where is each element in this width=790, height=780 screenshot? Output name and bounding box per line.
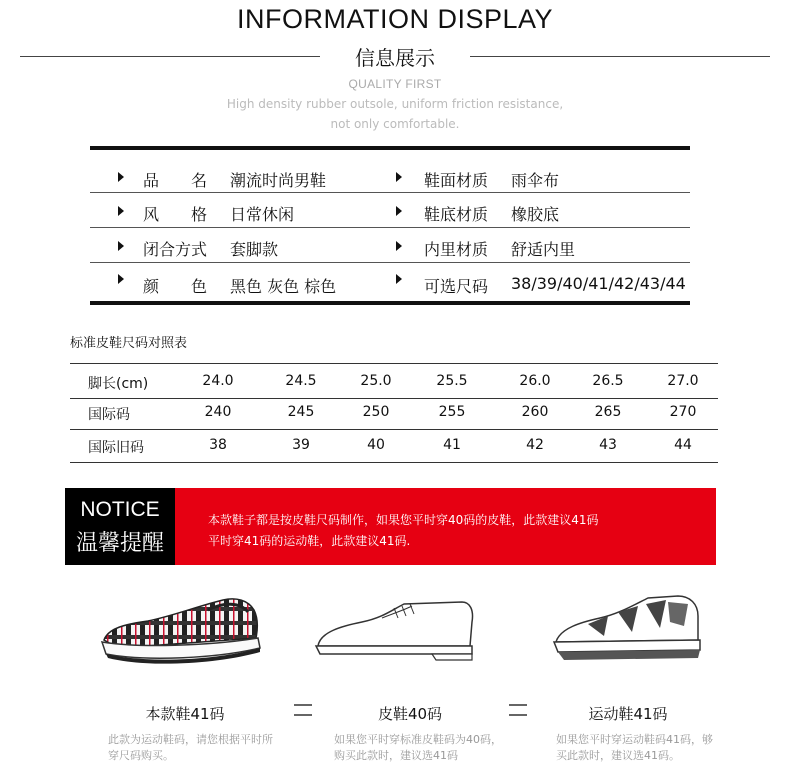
- comparison-desc-leather: [334, 732, 502, 764]
- sneaker-icon: [548, 592, 708, 666]
- spec-value: 潮流时尚男鞋: [230, 171, 327, 190]
- size-cell: 39: [292, 437, 310, 453]
- spec-label: 颜 色: [143, 277, 208, 296]
- spec-value: 黑色 灰色 棕色: [230, 277, 337, 296]
- size-cell: 24.0: [202, 373, 234, 389]
- size-cell: 27.0: [667, 373, 699, 389]
- equals-icon: [509, 704, 527, 718]
- casual-shoe-icon: [98, 588, 278, 668]
- size-cell: 38: [209, 437, 227, 453]
- spec-row: [90, 194, 690, 228]
- notice-line-1: 本款鞋子都是按皮鞋尺码制作，如果您平时穿40码的皮鞋，此款建议41码: [208, 513, 599, 527]
- comparison-desc-sneaker: [556, 732, 713, 764]
- desc-line: 如果您平时穿标准皮鞋码为40码，: [334, 733, 502, 746]
- description-line-1: High density rubber outsole, uniform friction resistance,: [226, 97, 564, 111]
- size-cell: 25.0: [360, 373, 392, 389]
- desc-line: 穿尺码购买。: [108, 749, 174, 762]
- notice-badge: [65, 488, 175, 565]
- spec-value: 舒适内里: [511, 240, 576, 259]
- spec-label: 内里材质: [424, 240, 489, 259]
- comparison-label-sneaker: 运动鞋41码: [588, 705, 668, 723]
- size-table-line: [70, 429, 718, 430]
- size-table-row: [70, 437, 718, 457]
- size-cell: 42: [526, 437, 544, 453]
- spec-value: 日常休闲: [230, 205, 295, 224]
- desc-line: 如果您平时穿运动鞋码41码，够: [556, 733, 713, 746]
- triangle-bullet-icon: [118, 172, 124, 182]
- triangle-bullet-icon: [118, 241, 124, 251]
- size-cell: 26.5: [592, 373, 624, 389]
- comparison-desc-this-shoe: [108, 732, 273, 764]
- spec-value: 38/39/40/41/42/43/44: [511, 274, 686, 293]
- size-table-line: [70, 462, 718, 463]
- quality-tagline: QUALITY FIRST: [348, 77, 442, 91]
- spec-label: 闭合方式: [143, 240, 208, 259]
- size-cell: 24.5: [285, 373, 317, 389]
- triangle-bullet-icon: [118, 206, 124, 216]
- triangle-bullet-icon: [396, 241, 402, 251]
- description-line-2: not only comfortable.: [330, 117, 460, 131]
- notice-title-cn: 温馨提醒: [75, 531, 164, 556]
- size-row-label: 国际旧码: [88, 440, 144, 456]
- desc-line: 买此款时，建议选41码。: [556, 749, 680, 762]
- size-table-row: [70, 373, 718, 393]
- notice-line-2: 平时穿41码的运动鞋，此款建议41码.: [208, 534, 411, 548]
- size-cell: 245: [287, 404, 315, 420]
- spec-label: 风 格: [143, 205, 208, 224]
- spec-label: 鞋底材质: [424, 205, 489, 224]
- spec-value: 套脚款: [230, 240, 279, 259]
- size-cell: 265: [594, 404, 622, 420]
- spec-table-top-border: [90, 146, 690, 150]
- size-cell: 44: [674, 437, 692, 453]
- leather-shoe-icon: [312, 596, 482, 662]
- spec-row: [90, 264, 690, 298]
- page-subtitle: 信息展示: [355, 46, 435, 70]
- size-cell: 25.5: [436, 373, 468, 389]
- triangle-bullet-icon: [396, 172, 402, 182]
- spec-row: [90, 160, 690, 194]
- size-table-title: 标准皮鞋尺码对照表: [70, 336, 188, 351]
- triangle-bullet-icon: [396, 206, 402, 216]
- size-cell: 270: [669, 404, 697, 420]
- size-cell: 41: [443, 437, 461, 453]
- size-table-line: [70, 363, 718, 364]
- size-cell: 255: [438, 404, 466, 420]
- comparison-label-this-shoe: 本款鞋41码: [145, 705, 225, 723]
- notice-title-en: NOTICE: [80, 498, 160, 521]
- size-row-label: 脚长(cm): [88, 376, 149, 392]
- comparison-label-leather: 皮鞋40码: [377, 705, 443, 723]
- spec-value: 雨伞布: [511, 171, 560, 190]
- size-table-line: [70, 398, 718, 399]
- size-table-row: [70, 404, 718, 424]
- spec-label: 品 名: [143, 171, 208, 190]
- size-cell: 250: [362, 404, 390, 420]
- triangle-bullet-icon: [118, 274, 124, 284]
- size-row-label: 国际码: [88, 407, 130, 423]
- desc-line: 此款为运动鞋码，请您根据平时所: [108, 733, 273, 746]
- size-cell: 240: [204, 404, 232, 420]
- spec-row: [90, 229, 690, 263]
- notice-message-box: [175, 488, 716, 565]
- page-title: INFORMATION DISPLAY: [236, 4, 554, 34]
- size-cell: 43: [599, 437, 617, 453]
- size-cell: 26.0: [519, 373, 551, 389]
- size-cell: 40: [367, 437, 385, 453]
- spec-label: 可选尺码: [424, 277, 489, 296]
- spec-label: 鞋面材质: [424, 171, 489, 190]
- spec-table-bottom-border: [90, 301, 690, 305]
- triangle-bullet-icon: [396, 274, 402, 284]
- desc-line: 购买此款时，建议选41码: [334, 749, 458, 762]
- size-cell: 260: [521, 404, 549, 420]
- spec-value: 橡胶底: [511, 205, 560, 224]
